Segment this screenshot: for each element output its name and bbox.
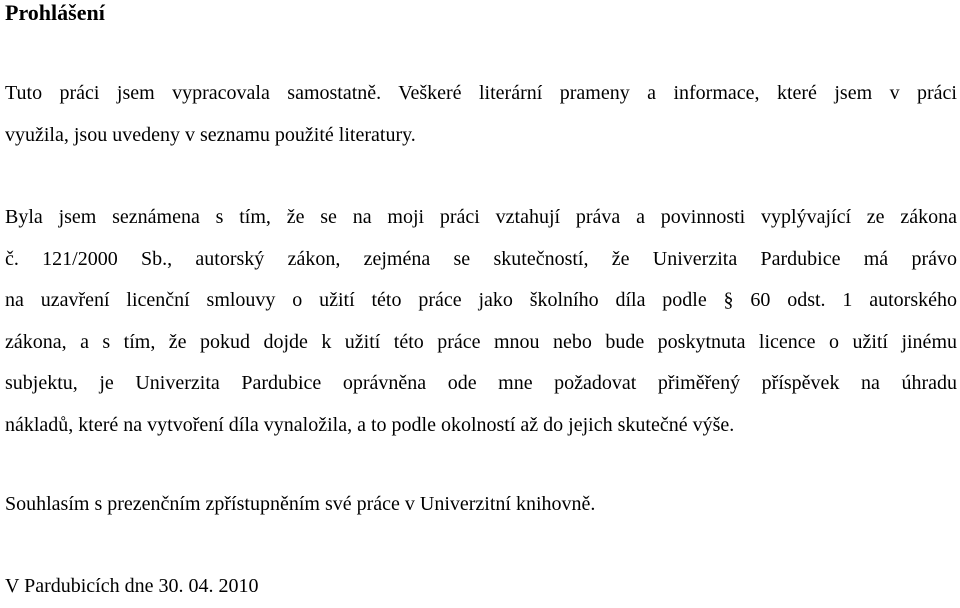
paragraph-copyright-law <box>5 197 957 446</box>
text-line: nákladů, které na vytvoření díla vynaložila, a to podle okolností až do jejich skutečné výše. <box>5 413 735 436</box>
text-line: využila, jsou uvedeny v seznamu použité literatury. <box>5 123 416 146</box>
text-line: Souhlasím s prezenčním zpřístupněním své práce v Univerzitní knihovně. <box>5 493 596 515</box>
text-line: subjektu, je Univerzita Pardubice oprávněna ode mne požadovat přiměřený příspěvek na úhradu <box>5 372 957 394</box>
place-date-line <box>5 566 957 608</box>
text-line: Tuto práci jsem vypracovala samostatně. Veškeré literární prameny a informace, které jsem v práci <box>5 82 957 104</box>
text-line: na uzavření licenční smlouvy o užití této práce jako školního díla podle § 60 odst. 1 autorského <box>5 289 957 311</box>
text-line: V Pardubicích dne 30. 04. 2010 <box>5 575 259 597</box>
page-title: Prohlášení <box>5 0 105 25</box>
paragraph-library-consent <box>5 484 957 526</box>
text-line: zákona, a s tím, že pokud dojde k užití této práce mnou nebo bude poskytnuta licence o užití jinému <box>5 330 957 353</box>
text-line: č. 121/2000 Sb., autorský zákon, zejména se skutečností, že Univerzita Pardubice má právo <box>5 247 957 270</box>
text-line: Byla jsem seznámena s tím, že se na moji práci vztahují práva a povinnosti vyplývající ze zákona <box>5 206 957 228</box>
paragraph-authorship <box>5 73 957 156</box>
